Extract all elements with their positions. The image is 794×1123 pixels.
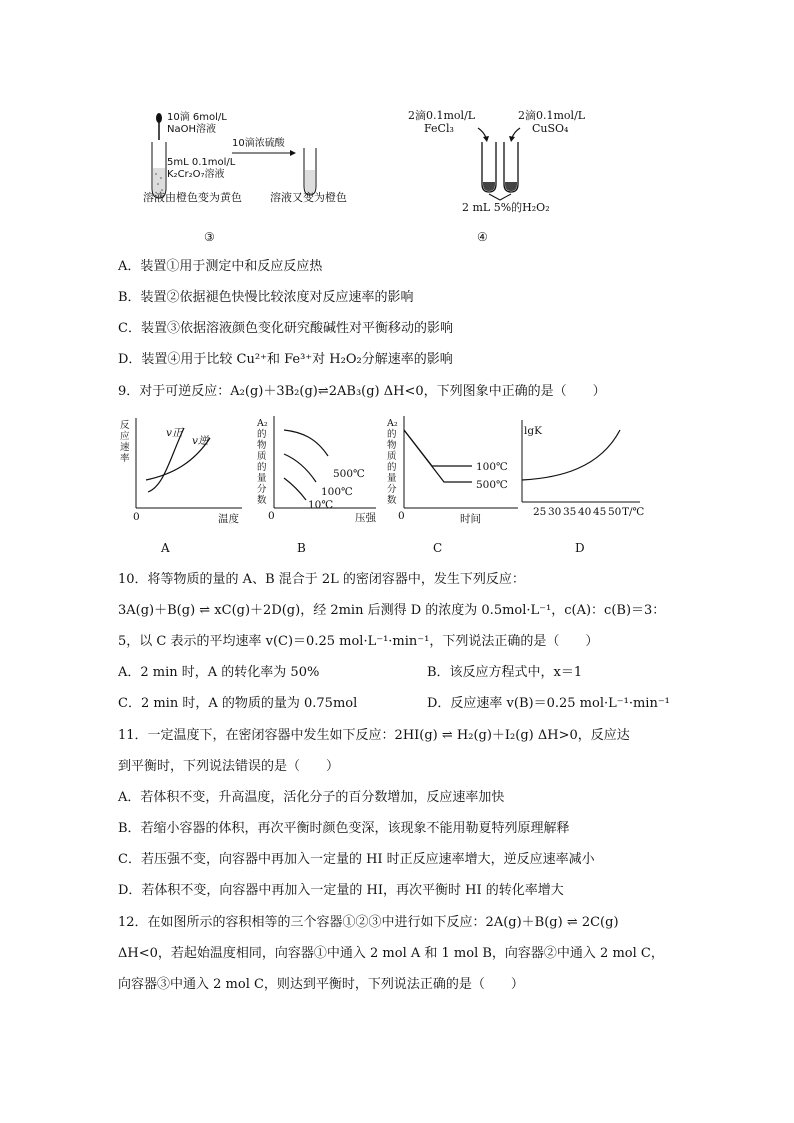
q8-option-c: C．装置③依据溶液颜色变化研究酸碱性对平衡移动的影响: [118, 321, 453, 336]
graph-d-letter: D: [575, 541, 585, 555]
q10-line1: 10．将等物质的量的 A、B 混合于 2L 的密闭容器中，发生下列反应：: [118, 572, 525, 587]
q9-stem: 9．对于可逆反应：A₂(g)＋3B₂(g)⇌2AB₃(g) ΔH<0，下列图象中正确的是（ ）: [118, 384, 606, 399]
q12-line2: ΔH<0，若起始温度相同，向容器①中通入 2 mol A 和 1 mol B，向容器②中通入 2 mol C，: [118, 946, 664, 961]
solution-label-2: K₂Cr₂O₇溶液: [167, 169, 225, 180]
graph-b-ylabel: A₂的物质的量分数: [257, 418, 268, 506]
right-caption: 溶液又变为橙色: [270, 191, 347, 204]
graph-d-tick-30: 30: [548, 506, 562, 518]
graph-b-xlabel: 压强: [355, 512, 376, 524]
q12-line1: 12．在如图所示的容积相等的三个容器①②③中进行如下反应：2A(g)＋B(g) ⇌ 2C(g): [118, 915, 619, 930]
q11-option-c: C．若压强不变，向容器中再加入一定量的 HI 时正反应速率增大，逆反应速率减小: [118, 852, 595, 867]
q11-option-b: B．若缩小容器的体积，再次平衡时颜色变深，该现象不能用勒夏特列原理解释: [118, 821, 570, 836]
q10-line2: 3A(g)＋B(g) ⇌ xC(g)＋2D(g)，经 2min 后测得 D 的浓度为 0.5mol·L⁻¹，c(A)：c(B)＝3：: [118, 603, 666, 618]
q11-option-a: A．若体积不变，升高温度，活化分子的百分数增加，反应速率加快: [118, 790, 505, 805]
graph-b-letter: B: [297, 541, 306, 555]
drop-label-2: NaOH溶液: [167, 124, 216, 135]
graph-d-axes: [520, 420, 650, 520]
graph-d-tick-40: 40: [578, 506, 592, 518]
graph-b-curve1: 500℃: [333, 468, 365, 480]
bottom-label: 2 mL 5%的H₂O₂: [462, 201, 550, 214]
figure-4-number: ④: [477, 230, 488, 244]
graph-a-letter: A: [161, 541, 170, 555]
solution-label-1: 5mL 0.1mol/L: [167, 157, 236, 168]
right-label-2: CuSO₄: [532, 122, 569, 135]
curve-500c-time: [404, 430, 472, 482]
q11-line1: 11．一定温度下，在密闭容器中发生如下反应：2HI(g) ⇌ H₂(g)＋I₂(g) ΔH>0，反应达: [118, 728, 630, 743]
graph-a-ylabel: 反应速率: [120, 420, 130, 464]
curve-100c-time: [404, 430, 472, 466]
curve-500c: [284, 430, 328, 456]
graph-d-tick-25: 25: [533, 506, 547, 518]
graph-b-curve3: 10℃: [308, 499, 334, 511]
q10-option-d: D．反应速率 v(B)＝0.25 mol·L⁻¹·min⁻¹: [427, 696, 670, 711]
graph-c-origin: 0: [398, 510, 405, 522]
q8-option-b: B．装置②依据褪色快慢比较浓度对反应速率的影响: [118, 290, 414, 305]
drop-label-1: 10滴 6mol/L: [167, 112, 227, 123]
left-caption: 溶液由橙色变为黄色: [143, 191, 242, 204]
q8-option-a: A．装置①用于测定中和反应反应热: [118, 259, 323, 274]
graph-d-tick-35: 35: [563, 506, 577, 518]
arrow-label: 10滴浓硫酸: [232, 138, 285, 149]
q11-option-d: D．若体积不变，向容器中再加入一定量的 HI，再次平衡时 HI 的转化率增大: [118, 883, 564, 898]
q11-line2: 到平衡时，下列说法错误的是（ ）: [118, 759, 340, 774]
figure-3-number: ③: [204, 230, 215, 244]
q8-option-d: D．装置④用于比较 Cu²⁺和 Fe³⁺对 H₂O₂分解速率的影响: [118, 352, 453, 367]
graph-a-curve1-label: v正: [166, 427, 183, 439]
graph-b-curve2: 100℃: [321, 486, 353, 498]
graph-a-xlabel: 温度: [218, 513, 239, 525]
left-label-1: 2滴0.1mol/L: [408, 109, 476, 122]
q12-line3: 向容器③中通入 2 mol C，则达到平衡时，下列说法正确的是（ ）: [118, 977, 524, 992]
curve-100c: [284, 454, 316, 482]
curve-10c: [284, 478, 306, 500]
graph-d-xlabel: T/℃: [622, 506, 645, 518]
q10-line3: 5，以 C 表示的平均速率 v(C)＝0.25 mol·L⁻¹·min⁻¹，下列说法正确的是（ ）: [118, 634, 599, 649]
graph-c-curve1: 100℃: [476, 461, 508, 473]
graph-c-letter: C: [433, 541, 443, 555]
graph-d-tick-50: 50: [608, 506, 622, 518]
graph-c-xlabel: 时间: [460, 513, 481, 525]
q10-option-c: C．2 min 时，A 的物质的量为 0.75mol: [118, 696, 358, 711]
graph-a-axes: [134, 418, 244, 518]
graph-a-origin: 0: [133, 511, 140, 523]
graph-d-ylabel: lgK: [524, 425, 542, 437]
dropper-bulb: [156, 113, 162, 123]
q10-option-a: A．2 min 时，A 的转化率为 50%: [118, 665, 320, 680]
graph-b-origin: 0: [268, 510, 275, 522]
graph-d-tick-45: 45: [593, 506, 607, 518]
graph-c-curve2: 500℃: [476, 479, 508, 491]
graph-a-curve2-label: v逆: [192, 435, 209, 447]
curve-lgk: [522, 430, 620, 480]
q10-option-b: B．该反应方程式中，x＝1: [427, 665, 583, 680]
graph-c-ylabel: A₂的物质的量分数: [387, 418, 398, 506]
right-label-1: 2滴0.1mol/L: [518, 109, 586, 122]
left-label-2: FeCl₃: [424, 122, 454, 135]
